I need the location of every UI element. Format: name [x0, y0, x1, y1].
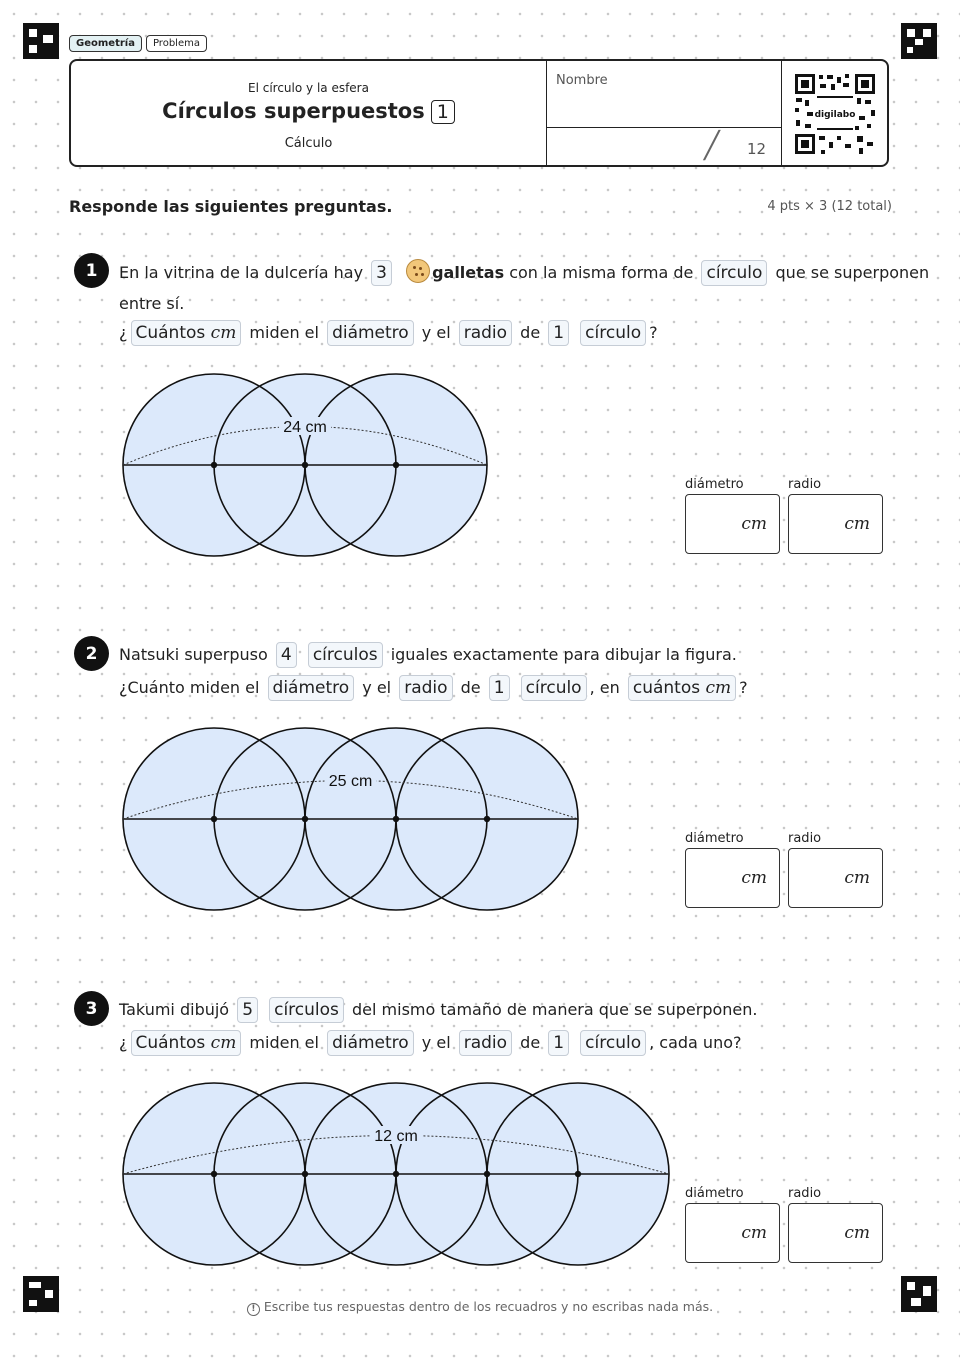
q3-center-dot-4	[484, 1171, 490, 1177]
q2-keyword-one: 1	[489, 675, 510, 701]
q2-how-many-text: cuántos	[632, 678, 701, 698]
q1-diameter-answer-box[interactable]	[685, 494, 780, 554]
q2-count: 4	[276, 642, 297, 668]
q1-radius-answer-box[interactable]	[788, 494, 883, 554]
q3-l2-text-1: miden el	[249, 1033, 319, 1052]
q1-l2-text-2: y el	[421, 323, 451, 342]
q1-diameter-label: diámetro	[685, 477, 744, 492]
q1-l2-text-3: de	[520, 323, 541, 342]
q1-close: ?	[649, 323, 658, 342]
title-text: Círculos superpuestos	[162, 99, 425, 123]
q1-text-3: que se superponen	[775, 263, 930, 282]
question-number-3: 3	[74, 991, 109, 1026]
q3-center-dot-3	[393, 1171, 399, 1177]
q2-keyword-radius: radio	[399, 675, 452, 701]
q2-figure-label: 25 cm	[328, 773, 373, 790]
name-label: Nombre	[556, 73, 608, 88]
instructions: Responde las siguientes preguntas.	[69, 197, 393, 216]
q1-keyword-one: 1	[548, 320, 569, 346]
footer-text: Escribe tus respuestas dentro de los recuadros y no escribas nada más.	[263, 1299, 714, 1314]
q2-diameter-label: diámetro	[685, 831, 744, 846]
q2-keyword-circles: círculos	[308, 642, 383, 668]
q1-figure-label: 24 cm	[283, 419, 327, 436]
q1-text-2: con la misma forma de	[509, 263, 694, 282]
info-icon: !	[247, 1303, 260, 1316]
q1-l2-text-1: miden el	[249, 323, 319, 342]
q3-center-dot-2	[302, 1171, 308, 1177]
q3-text: Takumi dibujó	[119, 1000, 230, 1019]
tag-problem: Problema	[146, 35, 207, 52]
footer-note	[0, 1299, 960, 1316]
q2-center-dot-4	[484, 816, 490, 822]
q2-center-dot-1	[211, 816, 217, 822]
q2-close: ?	[739, 678, 748, 697]
q1-radius-label: radio	[788, 477, 822, 492]
q3-radius-answer-box[interactable]	[788, 1203, 883, 1263]
question-1-line-1b: entre sí.	[119, 294, 185, 313]
q2-keyword-circle: círculo	[521, 675, 587, 701]
q2-radius-answer-box[interactable]	[788, 848, 883, 908]
q1-keyword-circle-2: círculo	[580, 320, 646, 346]
worksheet-subtitle: Cálculo	[284, 136, 333, 151]
q3-unit: cm	[210, 1033, 237, 1053]
q2-text-2: iguales exactamente para dibujar la figura.	[390, 645, 737, 664]
q3-how-many-text: Cuántos	[135, 1033, 206, 1053]
score-slash: ╱	[704, 131, 720, 161]
q3-center-dot-1	[211, 1171, 217, 1177]
q1-keyword-radius: radio	[459, 320, 512, 346]
question-number-1: 1	[74, 253, 109, 288]
question-number-2: 2	[74, 636, 109, 671]
q1-center-dot-3	[393, 462, 399, 468]
title-number: 1	[431, 100, 455, 124]
q3-l2-text-4: , cada uno?	[649, 1033, 742, 1052]
q3-open: ¿	[119, 1033, 128, 1052]
q1-radius-unit: cm	[844, 514, 870, 534]
q2-l2-text-1: ¿Cuánto miden el	[119, 678, 260, 697]
q2-center-dot-3	[393, 816, 399, 822]
q3-center-dot-5	[575, 1171, 581, 1177]
points-info: 4 pts × 3 (12 total)	[767, 199, 892, 214]
q3-diameter-unit: cm	[741, 1223, 767, 1243]
q1-diameter-unit: cm	[741, 514, 767, 534]
q1-center-dot-2	[302, 462, 308, 468]
q3-l2-text-3: de	[520, 1033, 541, 1052]
q3-keyword-diameter: diámetro	[327, 1030, 414, 1056]
q3-keyword-one: 1	[548, 1030, 569, 1056]
q2-center-dot-2	[302, 816, 308, 822]
q3-radius-label: radio	[788, 1186, 822, 1201]
q2-keyword-diameter: diámetro	[268, 675, 355, 701]
q3-l2-text-2: y el	[421, 1033, 451, 1052]
q2-text: Natsuki superpuso	[119, 645, 268, 664]
q2-unit: cm	[705, 678, 732, 698]
q3-text-2: del mismo tamaño de manera que se superponen.	[352, 1000, 758, 1019]
q2-l2-text-4: , en	[589, 678, 620, 697]
q1-center-dot-1	[211, 462, 217, 468]
q2-radius-label: radio	[788, 831, 822, 846]
q1-bold-word: galletas	[432, 263, 505, 282]
q3-radius-unit: cm	[844, 1223, 870, 1243]
q3-diameter-answer-box[interactable]	[685, 1203, 780, 1263]
q2-l2-text-3: de	[460, 678, 481, 697]
q2-l2-text-2: y el	[362, 678, 392, 697]
score-total: 12	[747, 140, 767, 158]
q3-count: 5	[237, 997, 258, 1023]
tag-geometry: Geometría	[69, 35, 142, 52]
q1-keyword-circle: círculo	[701, 260, 767, 286]
q1-open: ¿	[119, 323, 128, 342]
unit-name: El círculo y la esfera	[248, 81, 369, 95]
q2-diameter-unit: cm	[741, 868, 767, 888]
q3-keyword-circle: círculo	[580, 1030, 646, 1056]
q1-keyword-diameter: diámetro	[327, 320, 414, 346]
q3-keyword-circles: círculos	[269, 997, 344, 1023]
qr-label: digilabo	[814, 110, 856, 120]
q1-how-many-text: Cuántos	[135, 323, 206, 343]
q2-radius-unit: cm	[844, 868, 870, 888]
q2-diameter-answer-box[interactable]	[685, 848, 780, 908]
q3-diameter-label: diámetro	[685, 1186, 744, 1201]
q1-count: 3	[371, 260, 392, 286]
q3-figure-label: 12 cm	[374, 1128, 418, 1145]
q1-unit: cm	[210, 323, 237, 343]
q3-keyword-radius: radio	[459, 1030, 512, 1056]
q1-text: En la vitrina de la dulcería hay	[119, 263, 364, 282]
